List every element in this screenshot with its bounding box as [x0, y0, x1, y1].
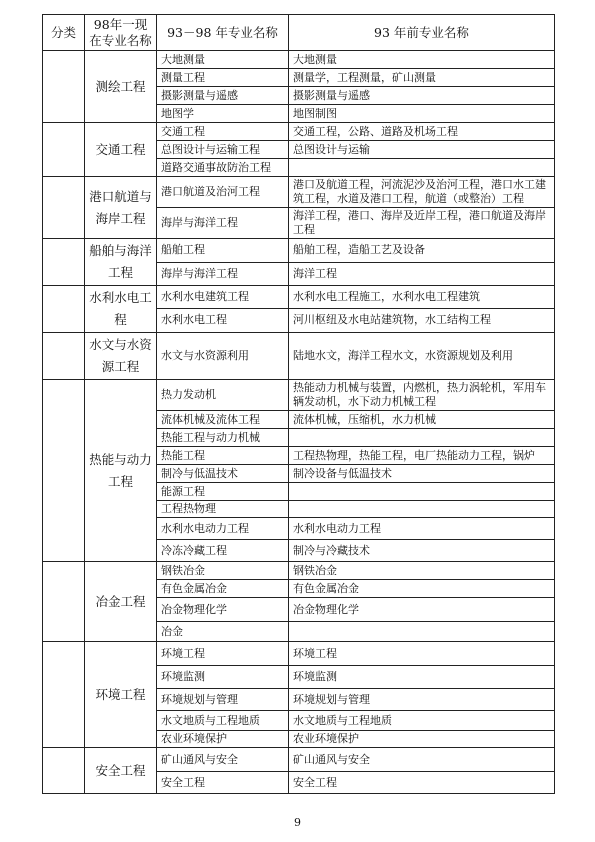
header-pre-93-name: 93 年前专业名称 — [289, 15, 555, 51]
header-current-name: 98年一现在专业名称 — [85, 15, 157, 51]
blank-cell — [43, 380, 85, 562]
name-pre-93-cell — [289, 159, 555, 177]
name-93-98-cell: 水利水电动力工程 — [157, 518, 289, 540]
category-cell: 热能与动力工程 — [85, 380, 157, 562]
name-pre-93-cell: 交通工程，公路、道路及机场工程 — [289, 123, 555, 141]
blank-cell — [43, 333, 85, 380]
name-93-98-cell: 冷冻冷藏工程 — [157, 540, 289, 562]
name-pre-93-cell: 环境工程 — [289, 642, 555, 666]
table-row — [43, 748, 555, 772]
name-93-98-cell: 有色金属冶金 — [157, 580, 289, 598]
name-pre-93-cell — [289, 483, 555, 501]
name-pre-93-cell: 船舶工程，造船工艺及设备 — [289, 239, 555, 263]
name-pre-93-cell: 环境监测 — [289, 666, 555, 689]
name-pre-93-cell — [289, 429, 555, 447]
blank-cell — [43, 177, 85, 239]
category-cell: 船舶与海洋工程 — [85, 239, 157, 286]
name-pre-93-cell: 河川枢纽及水电站建筑物，水工结构工程 — [289, 308, 555, 332]
name-93-98-cell: 农业环境保护 — [157, 731, 289, 748]
name-pre-93-cell: 有色金属冶金 — [289, 580, 555, 598]
blank-cell — [43, 123, 85, 177]
name-pre-93-cell: 港口及航道工程，河流泥沙及治河工程，港口水工建筑工程，水道及港口工程，航道（或整治）工程 — [289, 177, 555, 208]
name-pre-93-cell: 地图制图 — [289, 105, 555, 123]
category-cell: 交通工程 — [85, 123, 157, 177]
header-row — [43, 15, 555, 51]
name-pre-93-cell: 矿山通风与安全 — [289, 748, 555, 772]
category-cell: 水文与水资源工程 — [85, 333, 157, 380]
header-93-98-name: 93－98 年专业名称 — [157, 15, 289, 51]
name-93-98-cell: 港口航道及治河工程 — [157, 177, 289, 208]
name-pre-93-cell: 陆地水文，海洋工程水文，水资源规划及利用 — [289, 333, 555, 380]
name-93-98-cell: 流体机械及流体工程 — [157, 411, 289, 429]
majors-table — [42, 14, 555, 794]
table-row — [43, 239, 555, 263]
name-pre-93-cell: 水利水电动力工程 — [289, 518, 555, 540]
table-row — [43, 642, 555, 666]
name-93-98-cell: 水利水电建筑工程 — [157, 286, 289, 309]
header-category: 分类 — [43, 15, 85, 51]
name-93-98-cell: 冶金 — [157, 622, 289, 642]
name-93-98-cell: 水文地质与工程地质 — [157, 711, 289, 731]
name-pre-93-cell: 热能动力机械与装置，内燃机，热力涡轮机，军用车辆发动机，水下动力机械工程 — [289, 380, 555, 411]
name-pre-93-cell: 水文地质与工程地质 — [289, 711, 555, 731]
category-cell: 安全工程 — [85, 748, 157, 794]
category-cell: 水利水电工程 — [85, 286, 157, 333]
name-pre-93-cell: 大地测量 — [289, 51, 555, 69]
name-pre-93-cell: 冶金物理化学 — [289, 598, 555, 622]
name-pre-93-cell: 环境规划与管理 — [289, 689, 555, 711]
name-93-98-cell: 总图设计与运输工程 — [157, 141, 289, 159]
name-pre-93-cell: 制冷设备与低温技术 — [289, 465, 555, 483]
page-number: 9 — [294, 816, 301, 829]
name-93-98-cell: 大地测量 — [157, 51, 289, 69]
name-93-98-cell: 摄影测量与遥感 — [157, 87, 289, 105]
name-pre-93-cell: 海洋工程，港口、海岸及近岸工程，港口航道及海岸工程 — [289, 208, 555, 239]
category-cell: 环境工程 — [85, 642, 157, 748]
name-pre-93-cell: 农业环境保护 — [289, 731, 555, 748]
table-row — [43, 286, 555, 309]
table-row — [43, 562, 555, 580]
name-93-98-cell: 热能工程与动力机械 — [157, 429, 289, 447]
name-93-98-cell: 钢铁冶金 — [157, 562, 289, 580]
name-93-98-cell: 环境工程 — [157, 642, 289, 666]
name-93-98-cell: 海岸与海洋工程 — [157, 262, 289, 286]
name-93-98-cell: 船舶工程 — [157, 239, 289, 263]
name-pre-93-cell: 流体机械，压缩机，水力机械 — [289, 411, 555, 429]
name-93-98-cell: 水利水电工程 — [157, 308, 289, 332]
name-pre-93-cell: 测量学，工程测量，矿山测量 — [289, 69, 555, 87]
name-93-98-cell: 热能工程 — [157, 447, 289, 465]
name-93-98-cell: 地图学 — [157, 105, 289, 123]
blank-cell — [43, 642, 85, 748]
category-cell: 测绘工程 — [85, 51, 157, 123]
name-93-98-cell: 冶金物理化学 — [157, 598, 289, 622]
blank-cell — [43, 51, 85, 123]
name-pre-93-cell — [289, 622, 555, 642]
name-93-98-cell: 环境规划与管理 — [157, 689, 289, 711]
name-pre-93-cell: 钢铁冶金 — [289, 562, 555, 580]
name-pre-93-cell: 总图设计与运输 — [289, 141, 555, 159]
name-pre-93-cell: 安全工程 — [289, 772, 555, 794]
table-row — [43, 333, 555, 380]
name-93-98-cell: 工程热物理 — [157, 501, 289, 518]
name-93-98-cell: 热力发动机 — [157, 380, 289, 411]
name-pre-93-cell: 水利水电工程施工，水利水电工程建筑 — [289, 286, 555, 309]
name-93-98-cell: 测量工程 — [157, 69, 289, 87]
name-pre-93-cell: 海洋工程 — [289, 262, 555, 286]
table-row — [43, 380, 555, 411]
table-row — [43, 51, 555, 69]
name-pre-93-cell — [289, 501, 555, 518]
blank-cell — [43, 286, 85, 333]
name-93-98-cell: 水文与水资源利用 — [157, 333, 289, 380]
name-pre-93-cell: 摄影测量与遥感 — [289, 87, 555, 105]
name-93-98-cell: 道路交通事故防治工程 — [157, 159, 289, 177]
table-body — [43, 51, 555, 794]
blank-cell — [43, 748, 85, 794]
name-93-98-cell: 矿山通风与安全 — [157, 748, 289, 772]
table-row — [43, 123, 555, 141]
name-93-98-cell: 环境监测 — [157, 666, 289, 689]
name-pre-93-cell: 制冷与冷藏技术 — [289, 540, 555, 562]
name-93-98-cell: 能源工程 — [157, 483, 289, 501]
table-row — [43, 177, 555, 208]
category-cell: 冶金工程 — [85, 562, 157, 642]
name-93-98-cell: 安全工程 — [157, 772, 289, 794]
name-93-98-cell: 交通工程 — [157, 123, 289, 141]
name-pre-93-cell: 工程热物理，热能工程，电厂热能动力工程，锅炉 — [289, 447, 555, 465]
blank-cell — [43, 562, 85, 642]
name-93-98-cell: 海岸与海洋工程 — [157, 208, 289, 239]
name-93-98-cell: 制冷与低温技术 — [157, 465, 289, 483]
blank-cell — [43, 239, 85, 286]
category-cell: 港口航道与海岸工程 — [85, 177, 157, 239]
